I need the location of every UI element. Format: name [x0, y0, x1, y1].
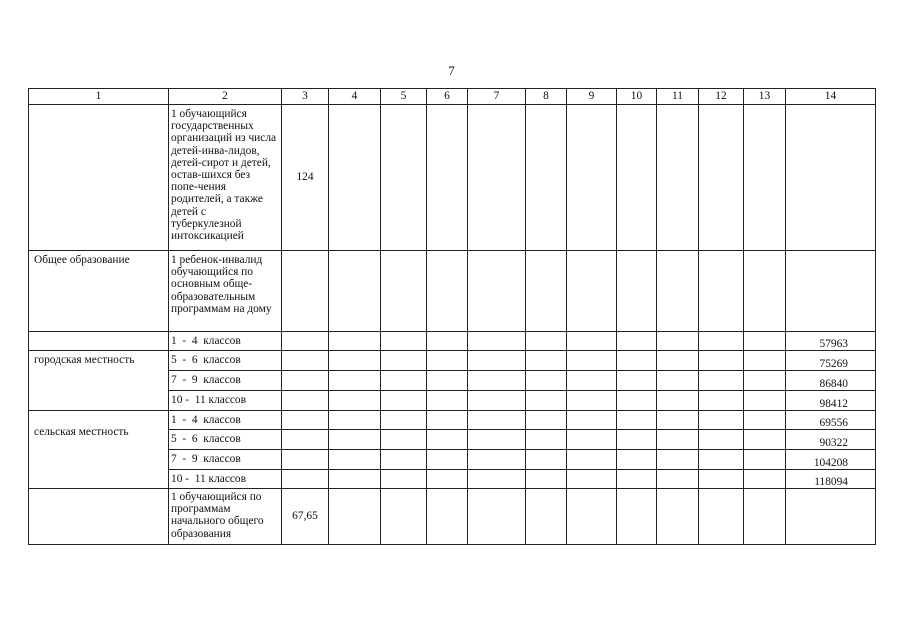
class-value: 57963 — [786, 332, 876, 351]
header-cell: 6 — [427, 89, 468, 105]
page-number: 7 — [448, 63, 455, 78]
rural-label: сельская местность — [29, 411, 169, 489]
class-range: 7 - 9 классов — [169, 371, 282, 391]
header-cell: 13 — [744, 89, 786, 105]
orphans-norm: 124 — [282, 105, 329, 251]
general-education-label: Общее образование — [29, 251, 169, 332]
header-cell: 8 — [526, 89, 567, 105]
table-row — [29, 251, 876, 332]
general-description: 1 ребенок-инвалид обучающийся по основным обще-образовательным программам на дому — [169, 251, 282, 332]
class-range: 1 - 4 классов — [169, 332, 282, 351]
header-cell: 10 — [617, 89, 657, 105]
class-value: 86840 — [786, 371, 876, 391]
class-range: 10 - 11 классов — [169, 470, 282, 489]
class-value: 90322 — [786, 430, 876, 450]
table-row — [29, 105, 876, 251]
class-range: 7 - 9 классов — [169, 450, 282, 470]
class-range: 5 - 6 классов — [169, 430, 282, 450]
class-value: 98412 — [786, 391, 876, 411]
class-range: 10 - 11 классов — [169, 391, 282, 411]
class-value: 118094 — [786, 470, 876, 489]
header-cell: 1 — [29, 89, 169, 105]
table-row — [29, 489, 876, 545]
header-row — [29, 89, 876, 105]
primary-norm: 67,65 — [282, 489, 329, 545]
class-range: 5 - 6 классов — [169, 351, 282, 371]
class-value: 104208 — [786, 450, 876, 470]
class-range: 1 - 4 классов — [169, 411, 282, 430]
orphans-description: 1 обучающийся государственных организаций из числа детей-инва-лидов, детей-сирот и детей, остав-шихся без попе-чения родителей, а также детей с туберкулезной интоксикацией — [169, 105, 282, 251]
table-row — [29, 351, 876, 371]
header-cell: 2 — [169, 89, 282, 105]
header-cell: 11 — [657, 89, 699, 105]
table-row — [29, 332, 876, 351]
header-cell: 9 — [567, 89, 617, 105]
table-row — [29, 411, 876, 430]
header-cell: 3 — [282, 89, 329, 105]
data-table — [28, 88, 876, 545]
class-value: 75269 — [786, 351, 876, 371]
header-cell: 14 — [786, 89, 876, 105]
urban-label: городская местность — [29, 351, 169, 411]
header-cell: 12 — [699, 89, 744, 105]
header-cell: 5 — [381, 89, 427, 105]
header-cell: 7 — [468, 89, 526, 105]
primary-description: 1 обучающийся по программам начального общего образования — [169, 489, 282, 545]
header-cell: 4 — [329, 89, 381, 105]
class-value: 69556 — [786, 411, 876, 430]
